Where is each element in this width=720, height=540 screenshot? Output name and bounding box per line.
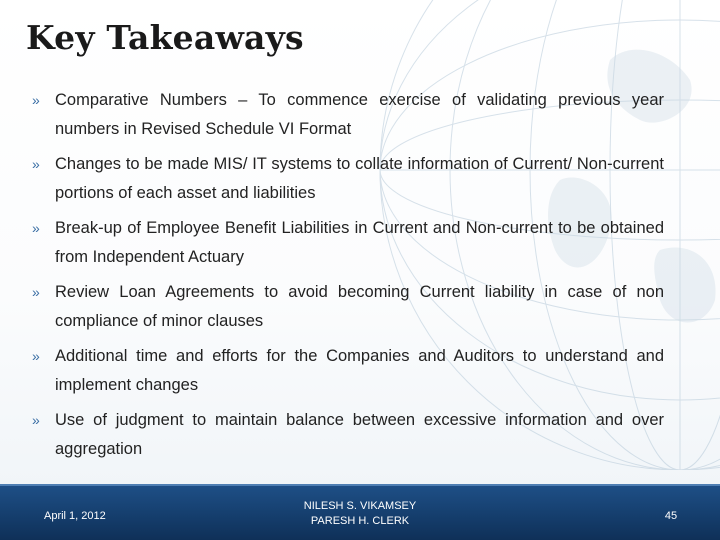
double-chevron-icon: » [32,220,40,236]
footer-date: April 1, 2012 [44,510,106,522]
list-item [32,214,664,272]
double-chevron-icon: » [32,92,40,108]
page-number: 45 [664,510,678,522]
list-item-text: Additional time and efforts for the Companies and Auditors to understand and implement changes [55,347,664,394]
list-item-text: Comparative Numbers – To commence exercise of validating previous year numbers in Revised Schedule VI Format [55,91,664,138]
list-item-text: Review Loan Agreements to avoid becoming Current liability in case of non compliance of minor clauses [55,283,664,330]
list-item-text: Use of judgment to maintain balance between excessive information and over aggregation [55,411,664,458]
footer-bar [0,484,720,540]
footer-authors [290,499,430,529]
list-item [32,86,664,144]
slide-title: Key Takeaways [26,18,304,57]
footer-author-1: NILESH S. VIKAMSEY [303,500,417,512]
list-item [32,342,664,400]
list-item [32,150,664,208]
footer-author-2: PARESH H. CLERK [310,515,410,527]
double-chevron-icon: » [32,156,40,172]
list-item [32,278,664,336]
list-item-text: Changes to be made MIS/ IT systems to collate information of Current/ Non-current portions of each asset and liabilities [55,155,664,202]
double-chevron-icon: » [32,412,40,428]
list-item-text: Break-up of Employee Benefit Liabilities in Current and Non-current to be obtained from Independent Actuary [55,219,664,266]
list-item [32,406,664,464]
double-chevron-icon: » [32,348,40,364]
takeaway-list [32,86,664,470]
double-chevron-icon: » [32,284,40,300]
